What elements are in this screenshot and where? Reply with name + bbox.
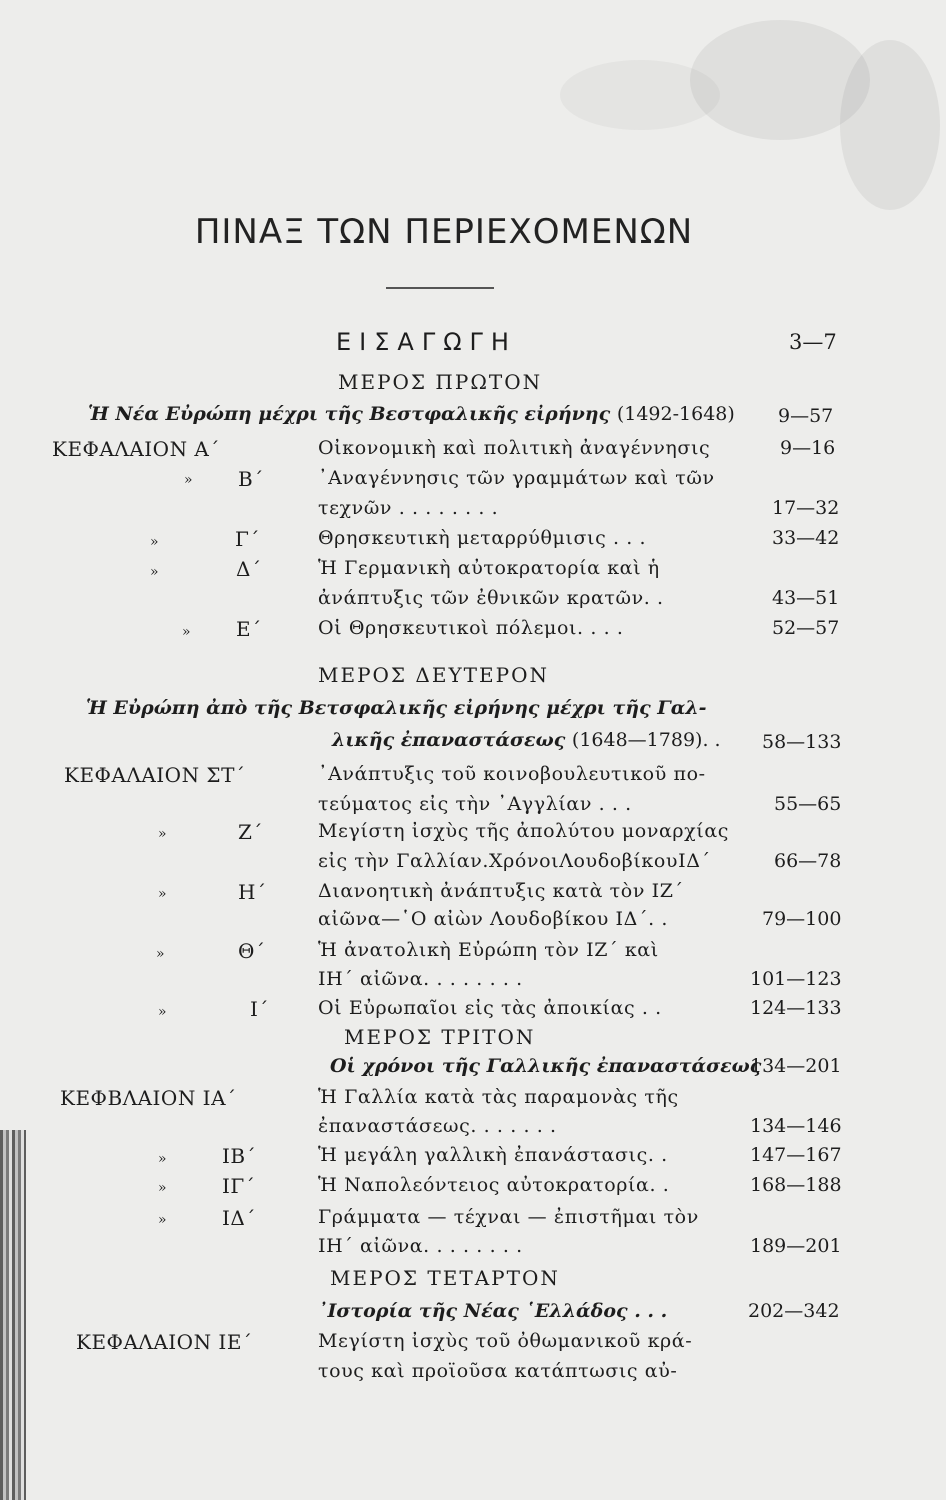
binding-edge xyxy=(0,1130,26,1500)
chapter-title-line: ΙΗ΄ αἰῶνα. . . . . . . . xyxy=(318,1235,523,1257)
part-era-title: Ἡ Εὐρώπη ἀπὸ τῆς Βετσφαλικῆς εἰρήνης μέχρι τῆς Γαλ- xyxy=(86,697,707,719)
chapter-pages: 55—65 xyxy=(774,793,842,815)
era-years: (1648—1789). . xyxy=(571,729,721,751)
ditto-mark: » xyxy=(150,564,159,580)
ditto-mark: » xyxy=(158,1151,167,1167)
era-pages: 58—133 xyxy=(762,731,842,753)
era-pages: 202—342 xyxy=(748,1300,840,1322)
chapter-title-line: Ἡ Ναπολεόντειος αὐτοκρατορία. . xyxy=(318,1174,670,1196)
stain xyxy=(560,60,720,130)
ditto-mark: » xyxy=(158,886,167,902)
chapter-title-line: τεχνῶν . . . . . . . . xyxy=(318,497,499,519)
part-heading: ΜΕΡΟΣ ΤΕΤΑΡΤΟΝ xyxy=(330,1266,560,1290)
ditto-mark: » xyxy=(158,826,167,842)
chapter-title-line: ᾿Ανάπτυξις τοῦ κοινοβουλευτικοῦ πο- xyxy=(318,763,706,785)
chapter-title-line: Οἱ Θρησκευτικοὶ πόλεμοι. . . . xyxy=(318,617,624,639)
chapter-label: Θ΄ xyxy=(238,939,266,963)
chapter-pages: 189—201 xyxy=(750,1235,842,1257)
chapter-label: Ι΄ xyxy=(250,997,269,1021)
chapter-label: ΚΕΦΒΛΑΙΟΝ ΙΑ΄ xyxy=(60,1086,237,1110)
chapter-title-line: Ἡ Γερμανικὴ αὐτοκρατορία καὶ ἡ xyxy=(318,557,660,579)
part-era-title xyxy=(88,403,735,425)
chapter-title-line: Γράμματα — τέχναι — ἐπιστῆμαι τὸν xyxy=(318,1206,699,1228)
part-era-title: ᾿Ιστορία τῆς Νέας ῾Ελλάδος . . . xyxy=(318,1300,668,1322)
chapter-pages: 147—167 xyxy=(750,1144,842,1166)
chapter-pages: 52—57 xyxy=(772,617,840,639)
chapter-label: Η΄ xyxy=(238,880,267,904)
chapter-label: Β΄ xyxy=(238,467,264,491)
ditto-mark: » xyxy=(184,472,193,488)
chapter-title-line: τους καὶ προϊοῦσα κατάπτωσις αὐ- xyxy=(318,1360,678,1382)
page-title: ΠΙΝΑΞ ΤΩΝ ΠΕΡΙΕΧΟΜΕΝΩΝ xyxy=(194,212,694,252)
chapter-title-line: Μεγίστη ἰσχὺς τοῦ ὀθωμανικοῦ κρά- xyxy=(318,1330,693,1352)
chapter-pages: 43—51 xyxy=(772,587,840,609)
title-rule xyxy=(386,287,494,289)
era-pages: 134—201 xyxy=(750,1055,842,1077)
chapter-title-line: αἰῶνα—῾Ο αἰὼν Λουδοβίκου ΙΔ΄. . xyxy=(318,908,669,930)
chapter-label: Γ΄ xyxy=(235,527,260,551)
ditto-mark: » xyxy=(158,1212,167,1228)
chapter-title-line: ᾿Αναγέννησις τῶν γραμμάτων καὶ τῶν xyxy=(318,467,715,489)
chapter-label: Ε΄ xyxy=(236,617,262,641)
ditto-mark: » xyxy=(150,534,159,550)
chapter-label: ΙΓ΄ xyxy=(222,1174,256,1198)
part-heading: ΜΕΡΟΣ ΔΕΥΤΕΡΟΝ xyxy=(318,663,549,687)
chapter-label: ΚΕΦΑΛΑΙΟΝ ΣΤ΄ xyxy=(64,763,246,787)
era-pages: 9—57 xyxy=(778,405,834,427)
chapter-pages: 168—188 xyxy=(750,1174,842,1196)
chapter-title-line: ἐπαναστάσεως. . . . . . . xyxy=(318,1115,557,1137)
chapter-label: ΙΒ΄ xyxy=(222,1144,257,1168)
chapter-title-line: Μεγίστη ἰσχὺς τῆς ἀπολύτου μοναρχίας xyxy=(318,820,730,842)
chapter-pages: 9—16 xyxy=(780,437,836,459)
chapter-title-line: εἰς τὴν Γαλλίαν.ΧρόνοιΛουδοβίκουΙΔ΄ xyxy=(318,850,711,872)
chapter-title-line: Οἰκονομικὴ καὶ πολιτικὴ ἀναγέννησις xyxy=(318,437,711,459)
chapter-label: Δ΄ xyxy=(236,557,262,581)
chapter-title-line: Θρησκευτικὴ μεταρρύθμισις . . . xyxy=(318,527,647,549)
era-years: (1492-1648) xyxy=(616,403,735,425)
part-era-title: Οἱ χρόνοι τῆς Γαλλικῆς ἐπαναστάσεως xyxy=(330,1055,762,1077)
intro-label: ΕΙΣΑΓΩΓΗ xyxy=(336,328,517,356)
chapter-label: Ζ΄ xyxy=(238,820,263,844)
ditto-mark: » xyxy=(156,946,165,962)
chapter-pages: 134—146 xyxy=(750,1115,842,1137)
era-title-text: λικῆς ἐπαναστάσεως xyxy=(332,729,566,751)
chapter-title-line: Διανοητικὴ ἀνάπτυξις κατὰ τὸν ΙΖ΄ xyxy=(318,880,684,902)
chapter-label: ΚΕΦΑΛΑΙΟΝ ΙΕ΄ xyxy=(76,1330,253,1354)
chapter-title-line: Ἡ Γαλλία κατὰ τὰς παραμονὰς τῆς xyxy=(318,1086,679,1108)
chapter-title-line: Ἡ μεγάλη γαλλικὴ ἐπανάστασις. . xyxy=(318,1144,668,1166)
chapter-pages: 66—78 xyxy=(774,850,842,872)
chapter-title-line: Ἡ ἀνατολικὴ Εὐρώπη τὸν ΙΖ΄ καὶ xyxy=(318,939,659,961)
chapter-label: ΚΕΦΑΛΑΙΟΝ Α΄ xyxy=(52,437,220,461)
chapter-pages: 17—32 xyxy=(772,497,840,519)
chapter-pages: 124—133 xyxy=(750,997,842,1019)
chapter-title-line: ΙΗ΄ αἰῶνα. . . . . . . . xyxy=(318,968,523,990)
chapter-title-line: ἀνάπτυξις τῶν ἐθνικῶν κρατῶν. . xyxy=(318,587,664,609)
intro-pages: 3—7 xyxy=(789,330,837,354)
chapter-pages: 33—42 xyxy=(772,527,840,549)
ditto-mark: » xyxy=(158,1004,167,1020)
chapter-pages: 79—100 xyxy=(762,908,842,930)
chapter-pages: 101—123 xyxy=(750,968,842,990)
ditto-mark: » xyxy=(158,1180,167,1196)
era-title-text: Ἡ Νέα Εὐρώπη μέχρι τῆς Βεστφαλικῆς εἰρήνης xyxy=(88,403,611,425)
chapter-label: ΙΔ΄ xyxy=(222,1206,256,1230)
part-heading: ΜΕΡΟΣ ΠΡΩΤΟΝ xyxy=(338,370,543,394)
ditto-mark: » xyxy=(182,624,191,640)
chapter-title-line: Οἱ Εὐρωπαῖοι εἰς τὰς ἀποικίας . . xyxy=(318,997,662,1019)
chapter-title-line: τεύματος εἰς τὴν ᾿Αγγλίαν . . . xyxy=(318,793,632,815)
stain xyxy=(840,40,940,210)
part-era-title-cont xyxy=(332,729,721,751)
part-heading: ΜΕΡΟΣ ΤΡΙΤΟΝ xyxy=(344,1025,536,1049)
